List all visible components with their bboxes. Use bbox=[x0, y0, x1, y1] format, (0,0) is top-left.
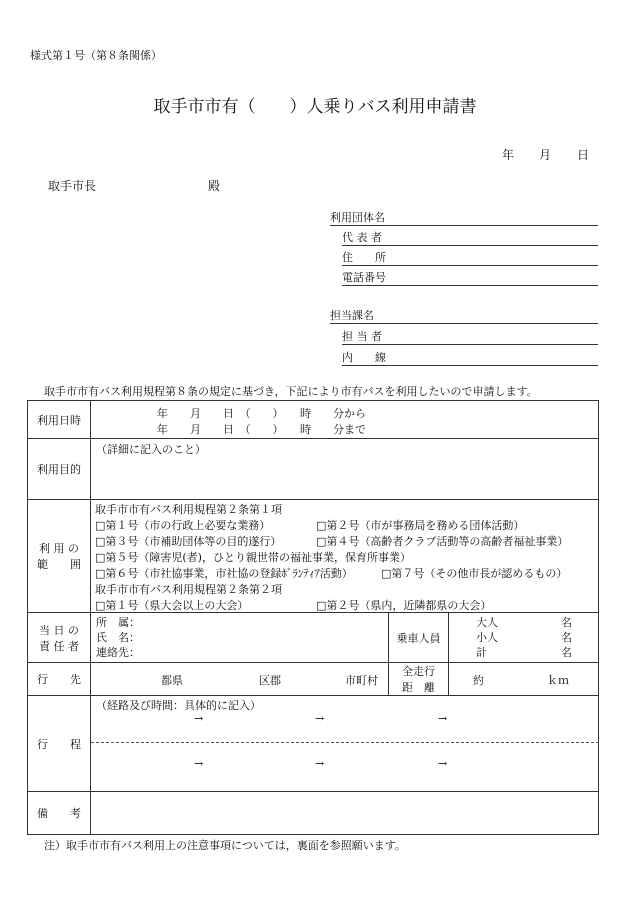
person-label: 担 当 者 bbox=[342, 330, 382, 343]
date-day: 日 bbox=[577, 148, 590, 162]
scope-item-2-2[interactable]: □第２号（県内，近隣都県の大会） bbox=[316, 599, 492, 612]
row-notes bbox=[28, 792, 599, 835]
destination-label: 行 先 bbox=[28, 663, 91, 696]
row-destination bbox=[28, 663, 599, 696]
route-arrow-6: → bbox=[438, 757, 448, 770]
applicant-address[interactable] bbox=[342, 249, 598, 266]
extension-label: 内 線 bbox=[342, 351, 386, 364]
form-number: 様式第１号（第８条関係） bbox=[30, 49, 162, 62]
dest-city: 市町村 bbox=[345, 674, 378, 687]
scope-item-7[interactable]: □第７号（その他市長が認めるもの） bbox=[381, 567, 568, 580]
dest-pref: 都県 bbox=[161, 674, 183, 687]
row-usage-datetime bbox=[28, 401, 599, 439]
addressee-name: 取手市長 bbox=[48, 179, 97, 193]
total-unit: 名 bbox=[561, 646, 572, 659]
datetime-from: 年 月 日 （ ） 時 分から bbox=[157, 407, 366, 420]
usage-datetime-field[interactable] bbox=[91, 401, 599, 439]
responsible-label-line2: 責 任 者 bbox=[39, 639, 79, 653]
responsible-label bbox=[28, 613, 91, 663]
child-unit: 名 bbox=[561, 631, 572, 644]
address-label: 住 所 bbox=[342, 251, 386, 264]
applicant-phone[interactable] bbox=[342, 269, 598, 286]
distance-unit: ｋｍ bbox=[547, 674, 569, 687]
applicant-extension[interactable] bbox=[342, 349, 598, 366]
applicant-org-name[interactable] bbox=[330, 209, 598, 226]
dest-district: 区郡 bbox=[259, 674, 281, 687]
scope-item-2-1[interactable]: □第１号（県大会以上の大会） bbox=[95, 599, 249, 612]
scope-item-1[interactable]: □第１号（市の行政上必要な業務） bbox=[95, 519, 271, 532]
distance-label-line2: 距 離 bbox=[402, 681, 435, 694]
child-label: 小人 bbox=[476, 631, 498, 644]
org-name-label: 利用団体名 bbox=[330, 211, 385, 224]
passengers-label: 乗車人員 bbox=[389, 613, 449, 663]
scope-header-2: 取手市市有バス利用規程第２条第２項 bbox=[95, 583, 282, 596]
route-field[interactable] bbox=[91, 696, 599, 792]
purpose-label: 利用目的 bbox=[28, 439, 91, 500]
route-arrow-1: → bbox=[194, 712, 204, 725]
route-note: （経路及び時間：具体的に記入） bbox=[96, 699, 261, 712]
distance-field[interactable] bbox=[449, 663, 599, 696]
date-year: 年 bbox=[502, 148, 515, 162]
representative-label: 代 表 者 bbox=[342, 231, 382, 244]
scope-label bbox=[28, 500, 91, 613]
responsible-label-line1: 当 日 の bbox=[39, 623, 79, 637]
application-table bbox=[27, 400, 599, 835]
scope-item-3[interactable]: □第３号（市補助団体等の目的遂行） bbox=[95, 535, 282, 548]
scope-item-4[interactable]: □第４号（高齢者クラブ活動等の高齢者福祉事業） bbox=[316, 535, 569, 548]
usage-datetime-label: 利用日時 bbox=[28, 401, 91, 439]
route-arrow-3: → bbox=[438, 712, 448, 725]
notes-field[interactable] bbox=[91, 792, 599, 835]
scope-label-line2: 範 囲 bbox=[37, 558, 81, 571]
adult-label: 大人 bbox=[476, 616, 498, 629]
distance-label-line1: 全走行 bbox=[402, 665, 435, 678]
scope-item-5[interactable]: □第５号（障害児(者)，ひとり親世帯の福祉事業，保育所事業） bbox=[95, 551, 411, 564]
datetime-to: 年 月 日 （ ） 時 分まで bbox=[157, 423, 366, 436]
application-statement: 取手市市有バス利用規程第８条の規定に基づき，下記により市有バスを利用したいので申請します。 bbox=[44, 385, 538, 398]
row-responsible bbox=[28, 613, 599, 663]
route-arrow-4: → bbox=[194, 757, 204, 770]
route-label: 行 程 bbox=[28, 696, 91, 792]
purpose-field[interactable] bbox=[91, 439, 599, 500]
scope-item-6[interactable]: □第６号（市社協事業，市社協の登録ﾎﾞﾗﾝﾃｨｱ活動） bbox=[95, 567, 353, 580]
distance-approx: 約 bbox=[473, 674, 484, 687]
route-arrow-5: → bbox=[315, 757, 325, 770]
date-month: 月 bbox=[539, 148, 552, 162]
destination-field[interactable] bbox=[91, 663, 389, 696]
purpose-note: （詳細に記入のこと） bbox=[96, 443, 206, 456]
footer-note: 注）取手市市有バス利用上の注意事項については，裏面を参照願います。 bbox=[44, 839, 406, 852]
scope-label-line1: 利 用 の bbox=[39, 542, 79, 555]
scope-header-1: 取手市市有バス利用規程第２条第１項 bbox=[95, 503, 282, 516]
row-purpose bbox=[28, 439, 599, 500]
dept-label: 担当課名 bbox=[330, 309, 374, 322]
notes-label: 備 考 bbox=[28, 792, 91, 835]
applicant-dept[interactable] bbox=[330, 307, 598, 324]
applicant-representative[interactable] bbox=[342, 229, 598, 246]
scope-field bbox=[91, 500, 599, 613]
resp-name: 氏 名： bbox=[96, 631, 140, 644]
passengers-field[interactable] bbox=[449, 613, 599, 663]
row-route bbox=[28, 696, 599, 792]
responsible-field[interactable] bbox=[91, 613, 389, 663]
applicant-person[interactable] bbox=[342, 328, 598, 345]
row-scope bbox=[28, 500, 599, 613]
scope-item-2[interactable]: □第２号（市が事務局を務める団体活動） bbox=[316, 519, 525, 532]
resp-contact: 連絡先： bbox=[96, 646, 140, 659]
route-divider bbox=[91, 742, 599, 743]
addressee-honorific: 殿 bbox=[208, 179, 221, 193]
distance-label bbox=[389, 663, 449, 696]
adult-unit: 名 bbox=[561, 616, 572, 629]
phone-label: 電話番号 bbox=[342, 271, 386, 284]
total-label: 計 bbox=[476, 646, 487, 659]
page-title: 取手市市有（ ）人乗りバス利用申請書 bbox=[153, 97, 477, 117]
route-arrow-2: → bbox=[315, 712, 325, 725]
resp-affiliation: 所 属： bbox=[96, 616, 140, 629]
